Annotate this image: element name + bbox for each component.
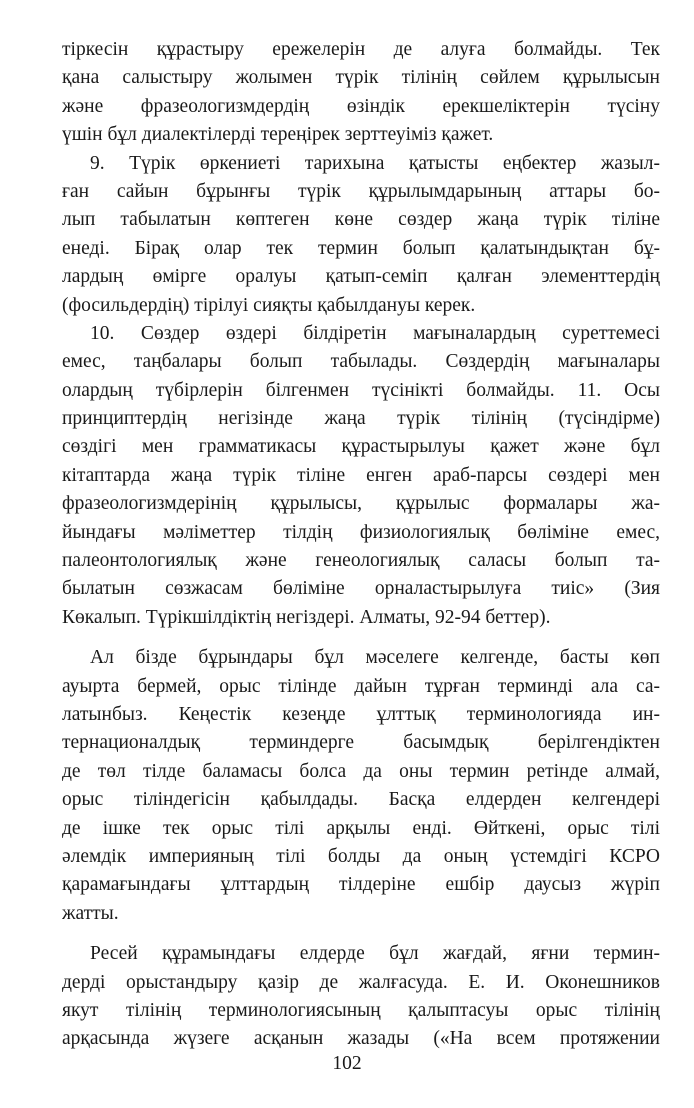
paragraph-spacer [62, 928, 660, 940]
text-line: де ішке тек орыс тілі арқылы енді. Өйткені, орыс тілі [62, 817, 660, 839]
text-line: латынбыз. Кеңестік кезеңде ұлттық терминологияда ин- [62, 703, 660, 725]
text-line: принциптердің негізінде жаңа түрік тілінің (түсіндірме) [62, 408, 660, 430]
text-line: кітаптарда жаңа түрік тіліне енген араб-парсы сөздері мен [62, 464, 660, 486]
text-line: якут тілінің терминологиясының қалыптасуы орыс тілінің [62, 999, 660, 1021]
text-line: емес, таңбалары болып табылады. Сөздердің мағыналары [62, 351, 660, 373]
text-line: үшін бұл диалектілерді тереңірек зерттеуіміз қажет. [62, 124, 494, 146]
paragraph-1 [62, 36, 660, 150]
text-line: тіркесін құрастыру ережелерін де алуға болмайды. Тек [62, 39, 660, 60]
paragraph-2 [62, 150, 660, 320]
text-line: тернационалдық терминдерге басымдық берілгендіктен [62, 732, 660, 754]
text-line: фразеологизмдерінің құрылысы, құрылыс формалары жа- [62, 493, 660, 515]
text-line: ауырта бермей, орыс тілінде дайын тұрған терминді ала са- [62, 675, 660, 697]
text-line: әлемдік империяның тілі болды да оның үстемдігі КСРО [62, 845, 660, 867]
text-line: қана салыстыру жолымен түрік тілінің сөйлем құрылысын [62, 67, 660, 89]
text-line: Көкалып. Түрікшілдіктің негіздері. Алматы, 92-94 беттер). [62, 606, 551, 628]
text-line: енеді. Бірақ олар тек термин болып қалатындықтан бұ- [62, 237, 660, 259]
text-line: былатын сөзжасам бөліміне орналастырылуға тиіс» (Зия [62, 578, 660, 600]
text-line: арқасында жүзеге асқанын жазады («На всем протяжении [62, 1028, 660, 1050]
text-line: орыс тіліндегісін қабылдады. Басқа елдерден келгендері [62, 789, 660, 811]
text-line: қарамағындағы ұлттардың тілдеріне ешбір даусыз жүріп [62, 874, 660, 896]
text-line: лардың өмірге оралуы қатып-семіп қалған элементтердің [62, 266, 660, 288]
text-line: лып табылатын көптеген көне сөздер жаңа түрік тіліне [62, 209, 660, 231]
text-line: жатты. [62, 902, 119, 924]
text-line: йындағы мәліметтер тілдің физиологиялық бөліміне емес, [62, 521, 660, 543]
text-line: олардың түбірлерін білгенмен түсінікті болмайды. 11. Осы [62, 379, 660, 401]
text-line: Ресей құрамындағы елдерде бұл жағдай, яғни термин- [90, 943, 660, 965]
page-body [62, 36, 660, 1054]
text-line: палеонтологиялық және генеологиялық саласы болып та- [62, 550, 660, 572]
text-line: және фразеологизмдердің өзіндік ерекшеліктерін түсіну [62, 95, 660, 117]
paragraph-4 [62, 644, 660, 928]
text-line: дерді орыстандыру қазір де жалғасуда. Е. И. Оконешников [62, 971, 660, 993]
paragraph-spacer [62, 632, 660, 644]
text-line: ған сайын бұрынғы түрік құрылымдарының аттары бо- [62, 180, 660, 202]
text-line: 10. Сөздер өздері білдіретін мағыналардың суреттемесі [90, 322, 660, 344]
text-line: Ал бізде бұрындары бұл мәселеге келгенде, басты көп [90, 647, 660, 669]
text-line: де төл тілде баламасы болса да оны термин ретінде алмай, [62, 760, 660, 782]
paragraph-5 [62, 940, 660, 1054]
text-line: (фосильдердің) тірілуі сияқты қабылдануы керек. [62, 294, 476, 316]
text-line: 9. Түрік өркениеті тарихына қатысты еңбектер жазыл- [90, 152, 660, 174]
text-line: сөздігі мен грамматикасы құрастырылуы қажет және бұл [62, 436, 660, 458]
paragraph-3 [62, 320, 660, 632]
page-number: 102 [332, 1053, 362, 1074]
